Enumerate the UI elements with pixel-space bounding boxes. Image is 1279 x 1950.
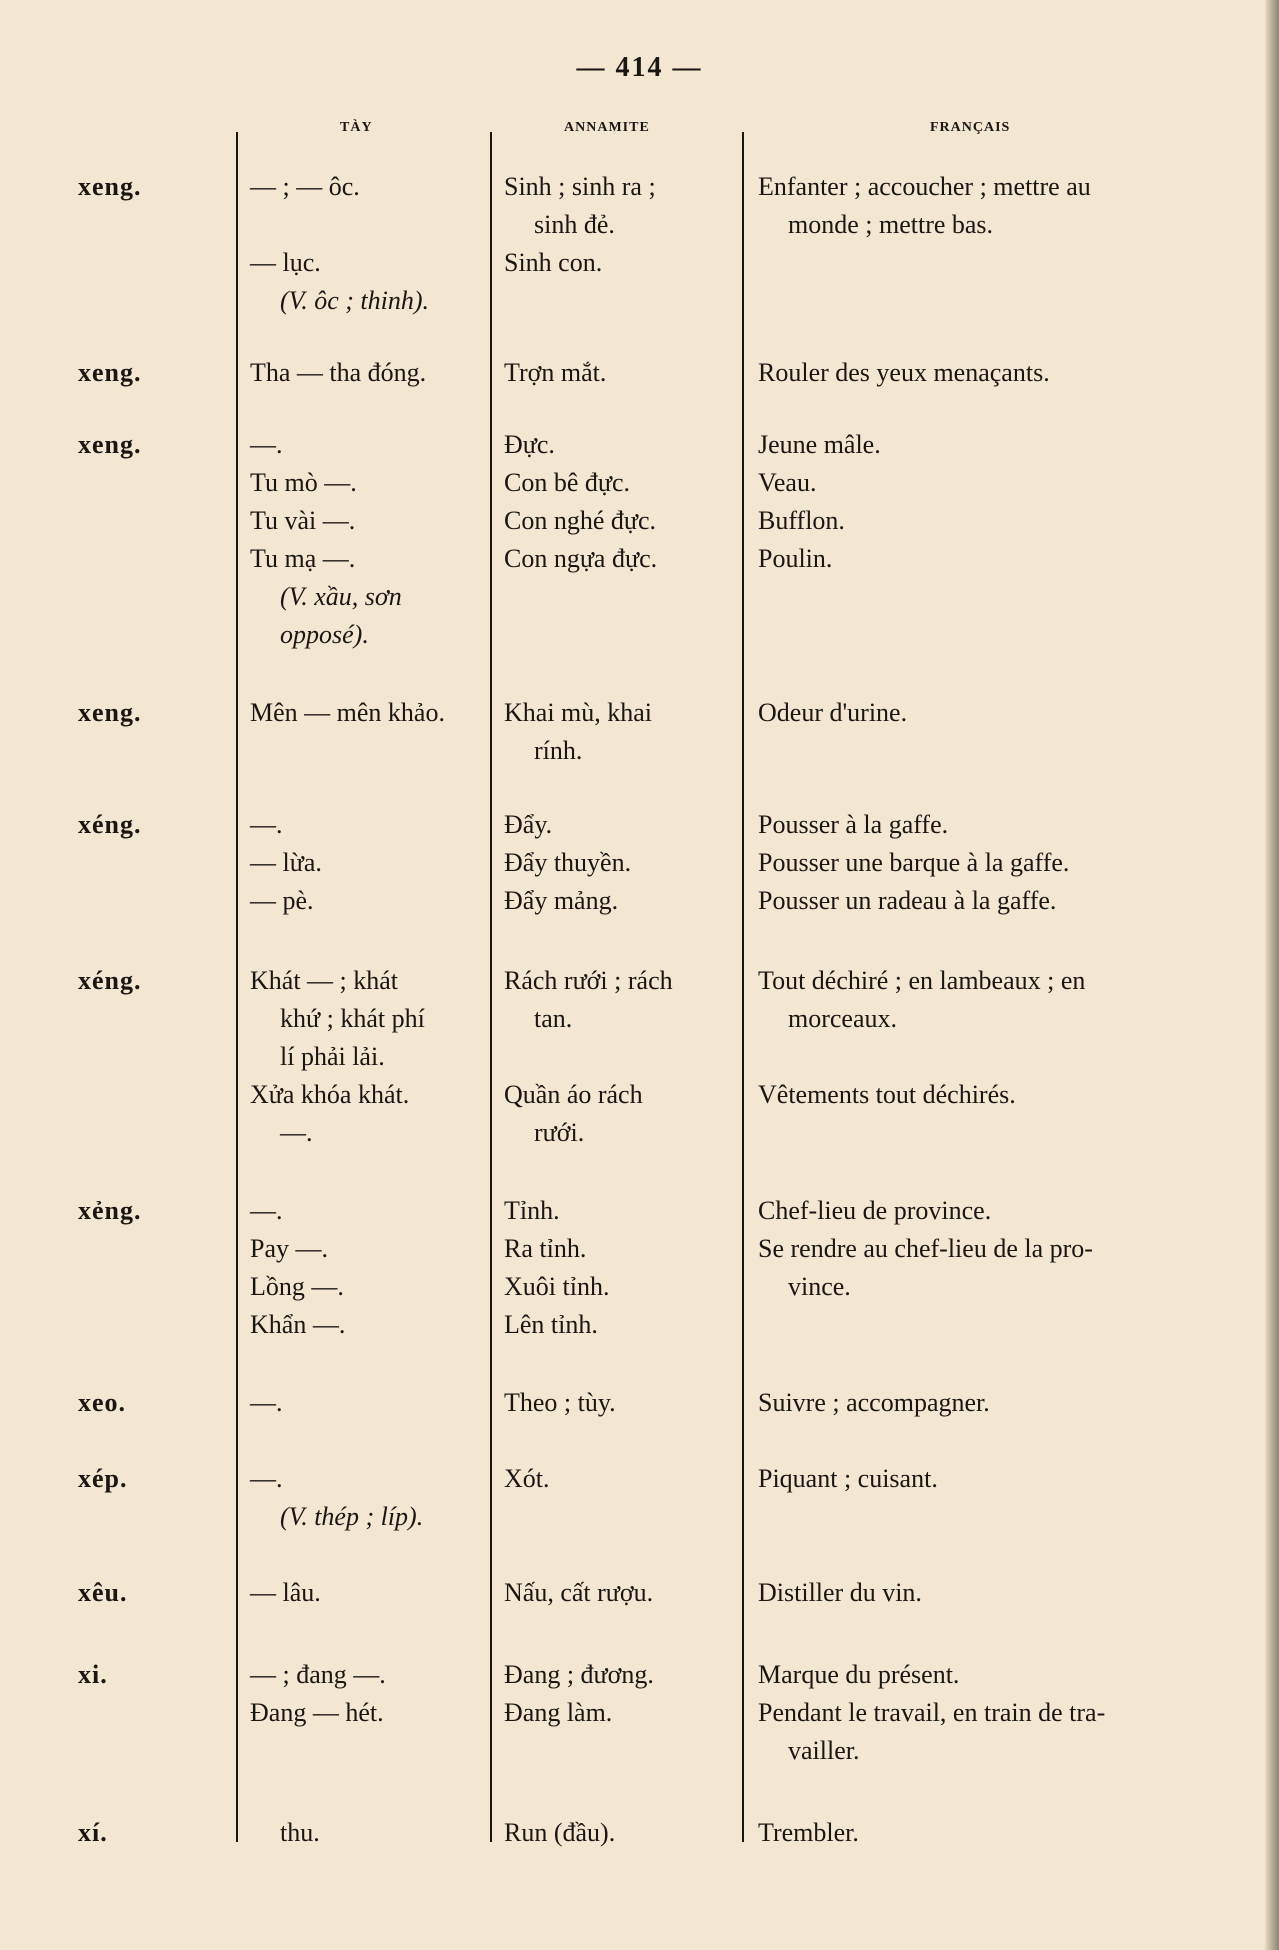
entry-francais: [758, 1656, 1218, 1770]
francais-line: Se rendre au chef-lieu de la pro-: [758, 1234, 1093, 1263]
francais-line: Pendant le travail, en train de tra-: [758, 1698, 1106, 1727]
annamite-line: Con ngựa đực.: [504, 544, 658, 573]
annamite-line: Đẩy mảng.: [504, 886, 619, 915]
annamite-line: rính.: [534, 736, 583, 765]
entry-annamite: [504, 962, 736, 1152]
francais-line: vince.: [788, 1272, 851, 1301]
entry-headword: xép.: [78, 1464, 128, 1493]
entry-annamite: [504, 426, 736, 578]
entry-tay: [250, 806, 480, 920]
entry-francais: [758, 354, 1218, 392]
francais-line: monde ; mettre bas.: [788, 210, 994, 239]
francais-line: Veau.: [758, 468, 817, 497]
annamite-line: Sinh con.: [504, 248, 603, 277]
entry-annamite: [504, 168, 736, 282]
tay-line: Khẩn —.: [250, 1310, 346, 1339]
column-header-francais: FRANÇAIS: [930, 120, 1011, 135]
entry-francais: [758, 1574, 1218, 1612]
tay-line: — ; — ôc.: [250, 172, 360, 201]
entry-annamite: [504, 354, 736, 392]
column-header-tay: TÀY: [340, 120, 373, 135]
tay-line: Lồng —.: [250, 1272, 344, 1301]
annamite-line: Trợn mắt.: [504, 358, 607, 387]
entry-tay: [250, 1656, 480, 1732]
tay-line: Tu vài —.: [250, 506, 356, 535]
francais-line: morceaux.: [788, 1004, 898, 1033]
page-number: — 414 —: [576, 52, 703, 83]
francais-line: Rouler des yeux menaçants.: [758, 358, 1050, 387]
annamite-line: Khai mù, khai: [504, 698, 653, 727]
tay-line: — lục.: [250, 248, 321, 277]
entry-headword: xeng.: [78, 430, 142, 459]
tay-line: — lừa.: [250, 848, 322, 877]
francais-line: Distiller du vin.: [758, 1578, 922, 1607]
francais-line: [758, 1038, 1218, 1076]
entry-annamite: [504, 1814, 736, 1852]
entry-headword: xeng.: [78, 698, 142, 727]
entry-tay: [250, 426, 480, 654]
annamite-line: Đực.: [504, 430, 555, 459]
tay-line: khứ ; khát phí: [280, 1004, 425, 1033]
tay-line: lí phải lải.: [280, 1042, 385, 1071]
tay-line: (V. thép ; líp).: [280, 1502, 424, 1531]
entry-headword: xí.: [78, 1818, 108, 1847]
tay-line: Đang — hét.: [250, 1698, 384, 1727]
tay-line: — ; đang —.: [250, 1660, 386, 1689]
francais-line: Bufflon.: [758, 506, 845, 535]
francais-line: Chef-lieu de province.: [758, 1196, 992, 1225]
annamite-line: Ra tỉnh.: [504, 1234, 587, 1263]
francais-line: Piquant ; cuisant.: [758, 1464, 938, 1493]
annamite-line: Nấu, cất rượu.: [504, 1578, 654, 1607]
tay-line: Khát — ; khát: [250, 966, 399, 995]
column-rule-1: [236, 132, 238, 1842]
francais-line: Jeune mâle.: [758, 430, 881, 459]
column-rule-2: [490, 132, 492, 1842]
annamite-line: Con bê đực.: [504, 468, 631, 497]
entry-annamite: [504, 1460, 736, 1498]
francais-line: vailler.: [788, 1736, 860, 1765]
tay-line: —.: [250, 1464, 283, 1493]
francais-line: Enfanter ; accoucher ; mettre au: [758, 172, 1091, 201]
entry-francais: [758, 694, 1218, 732]
annamite-line: Đang làm.: [504, 1698, 613, 1727]
annamite-line: Xuôi tỉnh.: [504, 1272, 610, 1301]
francais-line: Trembler.: [758, 1818, 859, 1847]
annamite-line: Tỉnh.: [504, 1196, 560, 1225]
entry-headword: xêu.: [78, 1578, 128, 1607]
tay-line: opposé).: [280, 620, 369, 649]
entry-annamite: [504, 1656, 736, 1732]
entry-francais: [758, 426, 1218, 578]
entry-tay: [250, 962, 480, 1152]
tay-line: —.: [250, 430, 283, 459]
annamite-line: Đẩy thuyền.: [504, 848, 632, 877]
entry-annamite: [504, 1192, 736, 1344]
tay-line: Tu mò —.: [250, 468, 357, 497]
francais-line: Marque du présent.: [758, 1660, 960, 1689]
francais-line: Pousser une barque à la gaffe.: [758, 848, 1070, 877]
annamite-line: Sinh ; sinh ra ;: [504, 172, 656, 201]
annamite-line: tan.: [534, 1004, 573, 1033]
tay-line: —.: [250, 810, 283, 839]
tay-line: — lâu.: [250, 1578, 321, 1607]
entry-tay: [250, 1460, 480, 1536]
entry-francais: [758, 962, 1218, 1114]
francais-line: Pousser un radeau à la gaffe.: [758, 886, 1057, 915]
annamite-line: Lên tỉnh.: [504, 1310, 598, 1339]
entry-annamite: [504, 694, 736, 770]
entry-headword: xeng.: [78, 172, 142, 201]
book-spine: [1265, 0, 1279, 1950]
entry-headword: xéng.: [78, 966, 142, 995]
annamite-line: Đang ; đương.: [504, 1660, 654, 1689]
entry-francais: [758, 1384, 1218, 1422]
column-rule-3: [742, 132, 744, 1842]
entry-headword: xeo.: [78, 1388, 127, 1417]
francais-line: Poulin.: [758, 544, 833, 573]
tay-line: —.: [250, 1388, 283, 1417]
entry-tay: [250, 694, 480, 732]
annamite-line: Theo ; tùy.: [504, 1388, 616, 1417]
tay-line: (V. xầu, sơn: [280, 582, 402, 611]
entry-annamite: [504, 1384, 736, 1422]
entry-annamite: [504, 806, 736, 920]
column-header-annamite: ANNAMITE: [564, 120, 650, 135]
entry-headword: xẻng.: [78, 1196, 142, 1225]
annamite-line: Đẩy.: [504, 810, 553, 839]
entry-francais: [758, 1192, 1218, 1306]
tay-line: Tha — tha đóng.: [250, 358, 427, 387]
entry-tay: [250, 1574, 480, 1612]
entry-francais: [758, 1814, 1218, 1852]
tay-line: [250, 206, 480, 244]
francais-line: Tout déchiré ; en lambeaux ; en: [758, 966, 1086, 995]
tay-line: thu.: [280, 1818, 320, 1847]
entry-tay: [250, 1814, 480, 1852]
tay-line: —.: [280, 1118, 313, 1147]
annamite-line: rưới.: [534, 1118, 585, 1147]
entry-francais: [758, 806, 1218, 920]
annamite-line: Quần áo rách: [504, 1080, 643, 1109]
tay-line: Mên — mên khảo.: [250, 698, 445, 727]
entry-francais: [758, 168, 1218, 244]
annamite-line: Rách rưới ; rách: [504, 966, 673, 995]
entry-annamite: [504, 1574, 736, 1612]
entry-headword: xi.: [78, 1660, 108, 1689]
francais-line: Odeur d'urine.: [758, 698, 908, 727]
annamite-line: Run (đầu).: [504, 1818, 616, 1847]
annamite-line: Xót.: [504, 1464, 550, 1493]
entry-headword: xeng.: [78, 358, 142, 387]
entry-tay: [250, 1192, 480, 1344]
annamite-line: Con nghé đực.: [504, 506, 657, 535]
tay-line: Tu mạ —.: [250, 544, 356, 573]
entry-headword: xéng.: [78, 810, 142, 839]
tay-line: — pè.: [250, 886, 314, 915]
entry-francais: [758, 1460, 1218, 1498]
annamite-line: [504, 1038, 736, 1076]
francais-line: Vêtements tout déchirés.: [758, 1080, 1016, 1109]
tay-line: Pay —.: [250, 1234, 328, 1263]
tay-line: Xửa khóa khát.: [250, 1080, 410, 1109]
francais-line: Suivre ; accompagner.: [758, 1388, 990, 1417]
tay-line: —.: [250, 1196, 283, 1225]
entry-tay: [250, 1384, 480, 1422]
entry-tay: [250, 168, 480, 320]
tay-line: (V. ôc ; thinh).: [280, 286, 429, 315]
entry-tay: [250, 354, 480, 392]
annamite-line: sinh đẻ.: [534, 210, 615, 239]
francais-line: Pousser à la gaffe.: [758, 810, 949, 839]
